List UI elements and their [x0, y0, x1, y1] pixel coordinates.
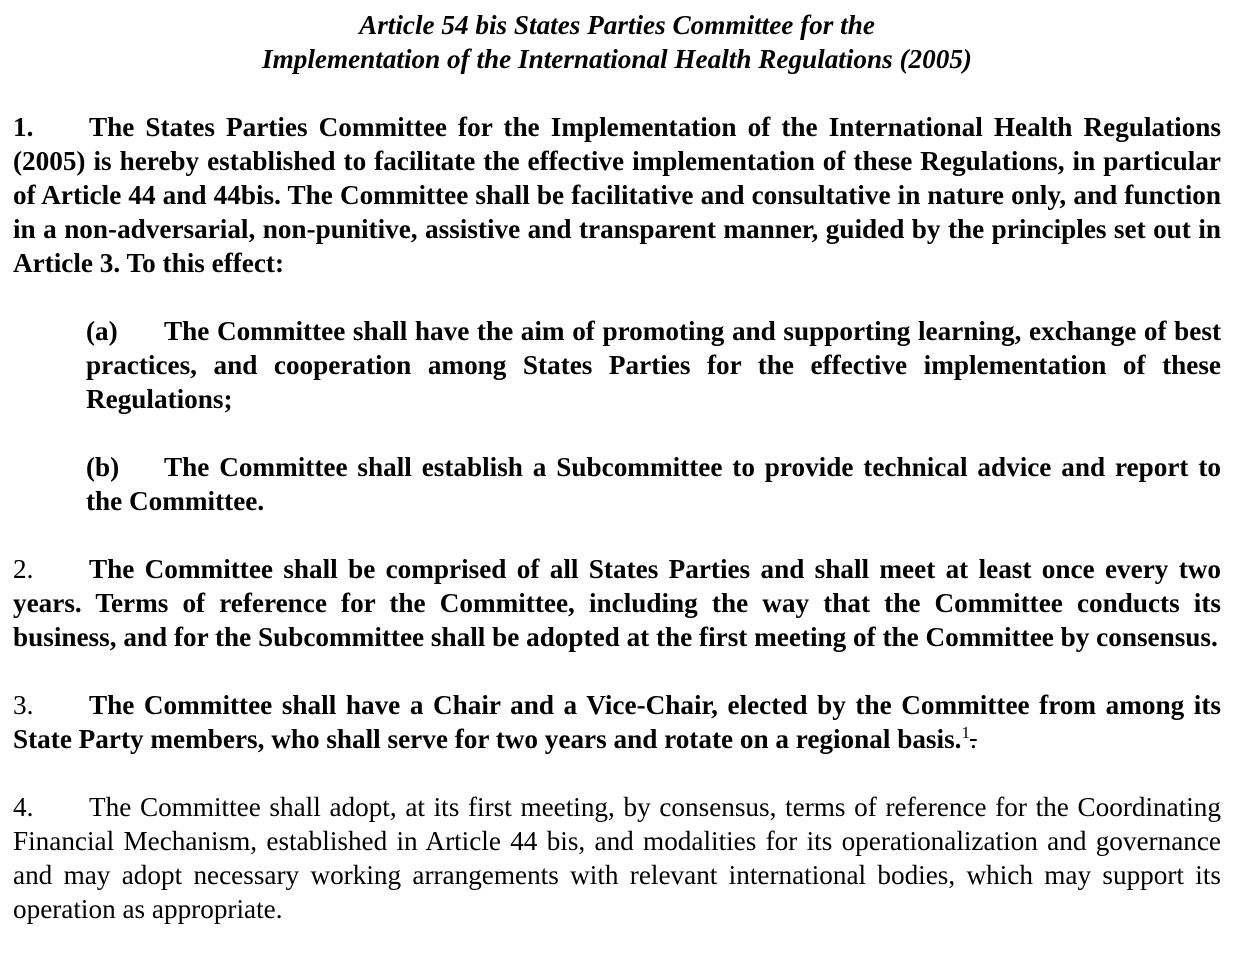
subparagraph-text: The Committee shall establish a Subcommittee to provide technical advice and report to the Committee.: [86, 452, 1221, 516]
paragraph-3: [13, 688, 1221, 756]
paragraph-number: 4.: [13, 792, 34, 822]
subparagraph-a: [86, 314, 1221, 416]
paragraph-1: [13, 110, 1221, 280]
struck-text: .: [969, 724, 977, 754]
paragraph-text: The Committee shall adopt, at its first meeting, by consensus, terms of reference for the Coordinating Financial Mechanism, established in Article 44 bis, and modalities for its operationalization and governance and may adopt necessary working arrangements with relevant international bodies, which may support its operation as appropriate.: [13, 792, 1221, 924]
paragraph-text: The States Parties Committee for the Implementation of the International Health Regulations (2005) is hereby established to facilitate the effective implementation of these Regulations, in particular of Article 44 and 44bis. The Committee shall be facilitative and consultative in nature only, and function in a non-adversarial, non-punitive, assistive and transparent manner, guided by the principles set out in Article 3. To this effect:: [13, 112, 1221, 278]
paragraph-4: [13, 790, 1221, 926]
title-line-2: Implementation of the International Health Regulations (2005): [262, 44, 972, 74]
paragraph-number: 3.: [13, 690, 34, 720]
paragraph-2: [13, 552, 1221, 654]
paragraph-number: 2.: [13, 554, 34, 584]
subparagraph-text: The Committee shall have the aim of promoting and supporting learning, exchange of best practices, and cooperation among States Parties for the effective implementation of these Regulations;: [86, 316, 1221, 414]
footnote-reference[interactable]: 1: [961, 722, 970, 742]
subparagraph-label: (b): [86, 452, 120, 482]
subparagraph-b: [86, 450, 1221, 518]
paragraph-text: The Committee shall be comprised of all States Parties and shall meet at least once every two years. Terms of reference for the Committee, including the way that the Committee conducts its business, and for the Subcommittee shall be adopted at the first meeting of the Committee by consensus.: [13, 554, 1221, 652]
paragraph-number: 1.: [13, 112, 34, 142]
subparagraph-label: (a): [86, 316, 118, 346]
title-line-1: Article 54 bis States Parties Committee for the: [359, 10, 875, 40]
article-title: [13, 8, 1221, 76]
paragraph-text: The Committee shall have a Chair and a Vice-Chair, elected by the Committee from among its State Party members, who shall serve for two years and rotate on a regional basis.: [13, 690, 1221, 754]
